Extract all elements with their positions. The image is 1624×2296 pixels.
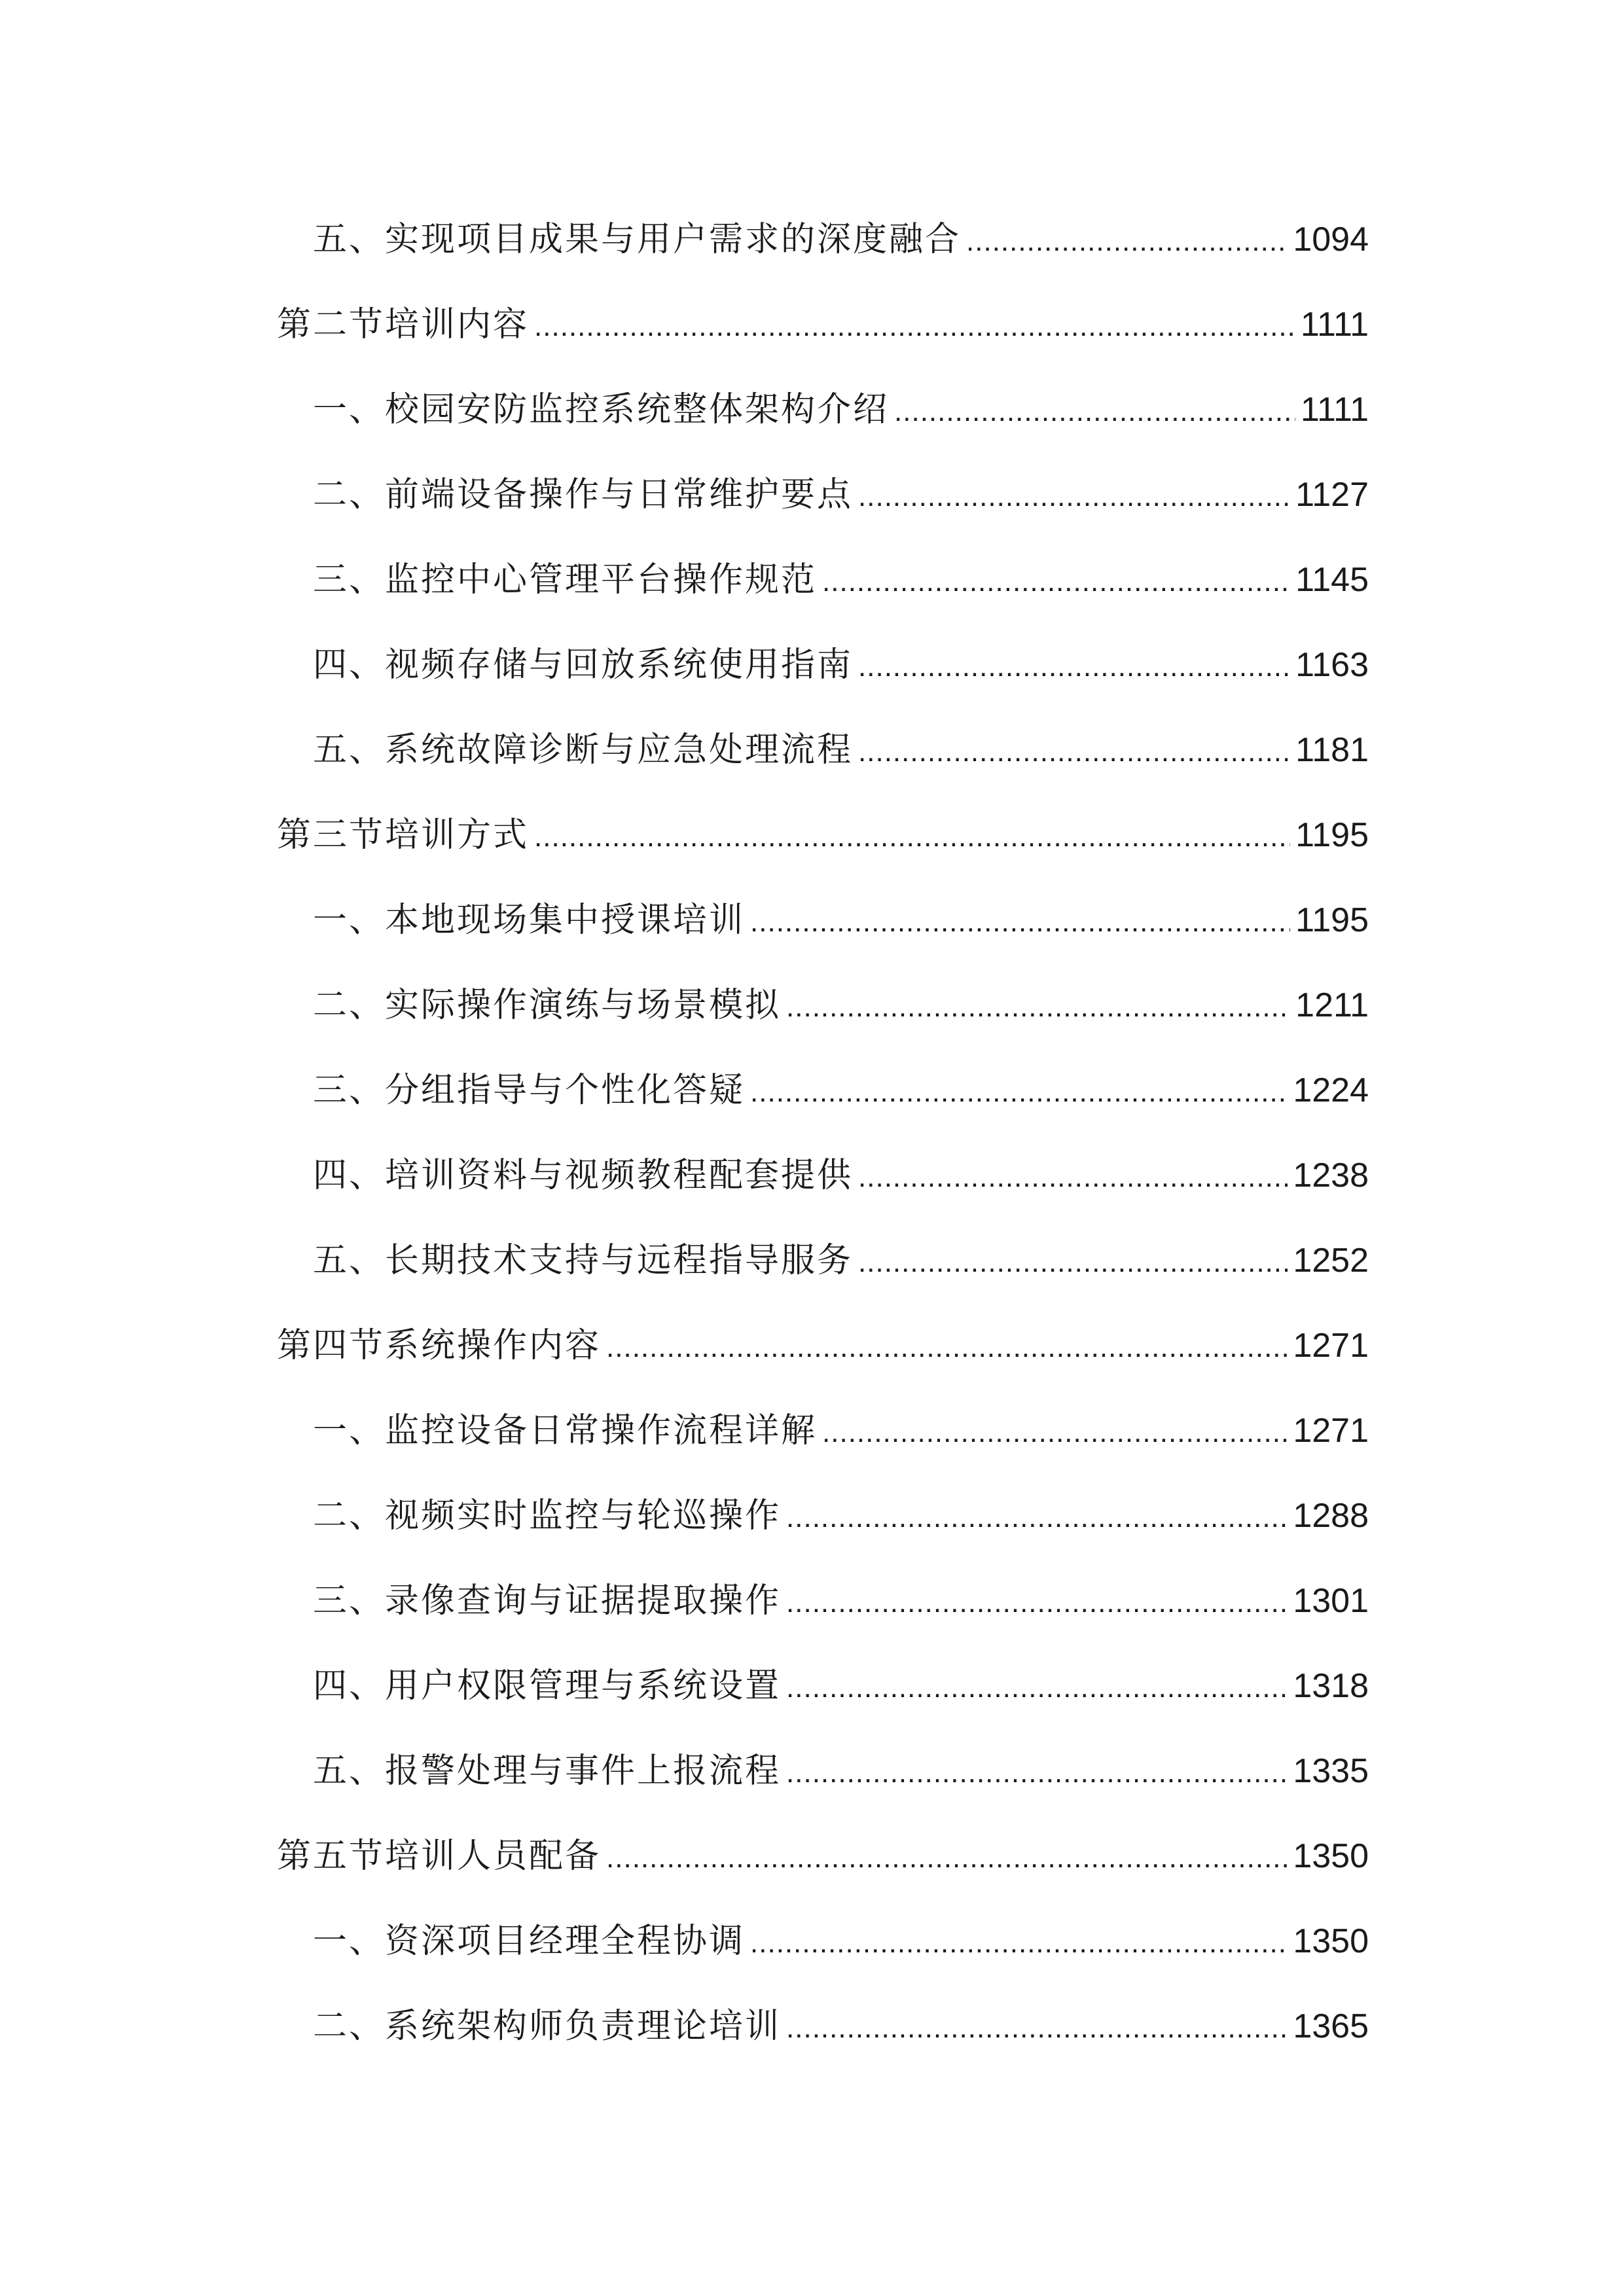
toc-entry[interactable] <box>313 384 1369 436</box>
toc-entry[interactable] <box>313 1915 1369 1967</box>
toc-page-number: 1181 <box>1295 731 1369 769</box>
toc-page-number: 1335 <box>1293 1752 1369 1790</box>
toc-page-number: 1271 <box>1293 1327 1369 1365</box>
toc-entry[interactable] <box>277 809 1369 861</box>
toc-dot-leader <box>786 1747 1288 1799</box>
toc-entry[interactable] <box>313 979 1369 1031</box>
toc-entry-title: 三、录像查询与证据提取操作 <box>313 1581 782 1621</box>
toc-page-number: 1318 <box>1293 1667 1369 1705</box>
toc-page-number: 1163 <box>1295 646 1369 684</box>
toc-dot-leader <box>786 981 1290 1033</box>
toc-entry-title: 五、长期技术支持与远程指导服务 <box>313 1241 854 1280</box>
toc-page-number: 1111 <box>1300 391 1369 429</box>
toc-entry-title: 第五节培训人员配备 <box>277 1837 602 1876</box>
toc-entry[interactable] <box>313 1149 1369 1202</box>
toc-entry[interactable] <box>277 1830 1369 1882</box>
toc-dot-leader <box>858 471 1290 523</box>
toc-entry-title: 一、本地现场集中授课培训 <box>313 901 746 940</box>
toc-page-number: 1288 <box>1293 1497 1369 1535</box>
toc-entry-title: 三、分组指导与个性化答疑 <box>313 1071 746 1110</box>
toc-entry-title: 第三节培训方式 <box>277 816 530 855</box>
toc-dot-leader <box>858 1151 1288 1204</box>
toc-entry-title: 四、用户权限管理与系统设置 <box>313 1666 782 1706</box>
toc-dot-leader <box>966 215 1288 268</box>
toc-page-number: 1350 <box>1293 1837 1369 1875</box>
toc-page-number: 1350 <box>1293 1922 1369 1960</box>
toc-entry[interactable] <box>313 894 1369 946</box>
toc-page-number: 1195 <box>1295 901 1369 939</box>
toc-dot-leader <box>750 896 1290 948</box>
toc-page-number: 1111 <box>1300 306 1369 344</box>
toc-entry-title: 二、实际操作演练与场景模拟 <box>313 986 782 1025</box>
toc-entry-title: 五、报警处理与事件上报流程 <box>313 1751 782 1791</box>
toc-entry-title: 第四节系统操作内容 <box>277 1326 602 1365</box>
toc-entry[interactable] <box>313 1575 1369 1627</box>
toc-entry[interactable] <box>313 2000 1369 2053</box>
toc-entry-title: 二、前端设备操作与日常维护要点 <box>313 475 854 514</box>
toc-dot-leader <box>786 1492 1288 1544</box>
toc-dot-leader <box>606 1832 1288 1884</box>
toc-dot-leader <box>858 726 1290 778</box>
toc-entry[interactable] <box>313 1064 1369 1117</box>
toc-dot-leader <box>534 811 1290 863</box>
toc-entry[interactable] <box>313 1745 1369 1797</box>
toc-dot-leader <box>786 1577 1288 1629</box>
toc-page-number: 1224 <box>1293 1071 1369 1109</box>
toc-page-number: 1271 <box>1293 1412 1369 1450</box>
toc-entry-title: 一、监控设备日常操作流程详解 <box>313 1411 818 1450</box>
toc-entry-title: 四、视频存储与回放系统使用指南 <box>313 645 854 685</box>
toc-dot-leader <box>786 2002 1288 2054</box>
toc-entry-title: 二、系统架构师负责理论培训 <box>313 2007 782 2046</box>
toc-dot-leader <box>858 641 1290 693</box>
toc-page-number: 1252 <box>1293 1242 1369 1280</box>
toc-entry[interactable] <box>313 724 1369 776</box>
toc-dot-leader <box>606 1321 1288 1374</box>
toc-entry[interactable] <box>277 1319 1369 1372</box>
toc-entry-title: 三、监控中心管理平台操作规范 <box>313 560 818 600</box>
toc-entry-title: 五、实现项目成果与用户需求的深度融合 <box>313 220 962 259</box>
toc-page-number: 1211 <box>1295 986 1369 1024</box>
toc-dot-leader <box>750 1917 1288 1969</box>
toc-dot-leader <box>822 1407 1288 1459</box>
toc-dot-leader <box>534 300 1295 353</box>
toc-page-number: 1195 <box>1295 816 1369 854</box>
toc-entry-title: 第二节培训内容 <box>277 305 530 344</box>
toc-entry[interactable] <box>313 554 1369 606</box>
toc-entry-title: 二、视频实时监控与轮巡操作 <box>313 1496 782 1535</box>
toc-dot-leader <box>786 1662 1288 1714</box>
toc-entry[interactable] <box>313 639 1369 691</box>
toc-entry[interactable] <box>313 213 1369 266</box>
toc-entry-title: 五、系统故障诊断与应急处理流程 <box>313 730 854 770</box>
toc-dot-leader <box>822 556 1290 608</box>
toc-page-number: 1365 <box>1293 2007 1369 2045</box>
toc-page-number: 1127 <box>1295 476 1369 514</box>
toc-entry[interactable] <box>313 1490 1369 1542</box>
toc-page-number: 1238 <box>1293 1157 1369 1194</box>
toc-entry[interactable] <box>313 1405 1369 1457</box>
toc-entry-title: 一、校园安防监控系统整体架构介绍 <box>313 390 890 429</box>
toc-entry[interactable] <box>313 1660 1369 1712</box>
toc-dot-leader <box>858 1236 1288 1289</box>
toc-dot-leader <box>894 386 1295 438</box>
toc-dot-leader <box>750 1066 1288 1119</box>
toc-page-number: 1094 <box>1293 221 1369 259</box>
toc-page-number: 1301 <box>1293 1582 1369 1620</box>
toc-entry[interactable] <box>313 469 1369 521</box>
toc-entry[interactable] <box>277 298 1369 351</box>
toc-page-number: 1145 <box>1295 561 1369 599</box>
toc-entry-title: 一、资深项目经理全程协调 <box>313 1922 746 1961</box>
toc-entry-title: 四、培训资料与视频教程配套提供 <box>313 1156 854 1195</box>
toc-entry[interactable] <box>313 1234 1369 1287</box>
